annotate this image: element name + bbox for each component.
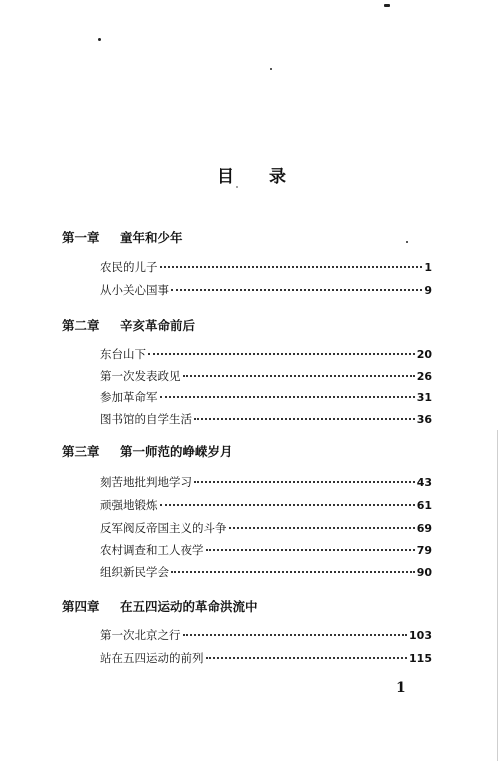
- leader-dots: [206, 656, 408, 659]
- scan-edge-line: [497, 430, 498, 761]
- toc-entry-title: 图书馆的自学生活: [100, 412, 192, 426]
- toc-entry[interactable]: [100, 389, 432, 405]
- toc-entry[interactable]: [100, 259, 432, 275]
- title-char-2: 录: [269, 167, 287, 187]
- toc-entry-page: 26: [416, 370, 432, 383]
- scan-speck: [406, 241, 408, 243]
- scan-speck: [98, 38, 101, 41]
- toc-entry-page: 61: [416, 499, 432, 512]
- toc-entry-title: 农村调查和工人夜学: [100, 543, 204, 557]
- toc-entry[interactable]: [100, 282, 432, 298]
- toc-entry-page: 20: [416, 348, 432, 361]
- chapter-heading: [62, 442, 233, 460]
- chapter-number: 第三章: [62, 444, 100, 459]
- toc-entry[interactable]: [100, 497, 432, 513]
- toc-entry[interactable]: [100, 346, 432, 362]
- chapter-number: 第二章: [62, 318, 100, 333]
- leader-dots: [171, 288, 422, 291]
- leader-dots: [206, 548, 415, 551]
- toc-entry-page: 90: [416, 566, 432, 579]
- page-title: [0, 162, 504, 187]
- toc-entry-page: 9: [424, 284, 432, 297]
- toc-entry-title: 东台山下: [100, 347, 146, 361]
- toc-entry-title: 第一次发表政见: [100, 369, 181, 383]
- chapter-heading: [62, 597, 258, 615]
- chapter-title: 辛亥革命前后: [120, 318, 196, 333]
- toc-entry[interactable]: [100, 411, 432, 427]
- scan-speck: [270, 68, 272, 70]
- leader-dots: [194, 480, 415, 483]
- toc-entry-page: 31: [416, 391, 432, 404]
- toc-entry[interactable]: [100, 520, 432, 536]
- scan-speck: [384, 4, 390, 7]
- chapter-number: 第一章: [62, 230, 100, 245]
- toc-entry[interactable]: [100, 650, 432, 666]
- toc-entry-page: 79: [416, 544, 432, 557]
- toc-entry-title: 参加革命军: [100, 390, 158, 404]
- chapter-title: 童年和少年: [120, 230, 183, 245]
- toc-entry-title: 反军阀反帝国主义的斗争: [100, 521, 227, 535]
- leader-dots: [160, 265, 423, 268]
- chapter-heading: [62, 228, 183, 246]
- toc-entry[interactable]: [100, 564, 432, 580]
- toc-entry-page: 36: [416, 413, 432, 426]
- toc-entry-page: 115: [409, 652, 432, 665]
- toc-entry-page: 103: [409, 629, 432, 642]
- toc-entry-title: 组织新民学会: [100, 565, 169, 579]
- toc-entry-title: 农民的儿子: [100, 260, 158, 274]
- toc-entry[interactable]: [100, 542, 432, 558]
- toc-entry-title: 顽强地锻炼: [100, 498, 158, 512]
- chapter-title: 在五四运动的革命洪流中: [120, 599, 258, 614]
- toc-entry-page: 1: [424, 261, 432, 274]
- leader-dots: [229, 526, 415, 529]
- toc-entry[interactable]: [100, 474, 432, 490]
- toc-entry-title: 第一次北京之行: [100, 628, 181, 642]
- chapter-heading: [62, 316, 195, 334]
- leader-dots: [194, 417, 415, 420]
- toc-entry-title: 从小关心国事: [100, 283, 169, 297]
- leader-dots: [183, 374, 415, 377]
- leader-dots: [183, 633, 408, 636]
- toc-entry-title: 刻苦地批判地学习: [100, 475, 192, 489]
- leader-dots: [160, 503, 415, 506]
- chapter-number: 第四章: [62, 599, 100, 614]
- toc-entry-page: 69: [416, 522, 432, 535]
- leader-dots: [160, 395, 415, 398]
- toc-entry[interactable]: [100, 368, 432, 384]
- page-number: 1: [396, 680, 406, 696]
- leader-dots: [148, 352, 415, 355]
- toc-entry-page: 43: [416, 476, 432, 489]
- leader-dots: [171, 570, 415, 573]
- title-char-1: 目: [217, 167, 235, 187]
- toc-entry[interactable]: [100, 627, 432, 643]
- chapter-title: 第一师范的峥嵘岁月: [120, 444, 233, 459]
- toc-entry-title: 站在五四运动的前列: [100, 651, 204, 665]
